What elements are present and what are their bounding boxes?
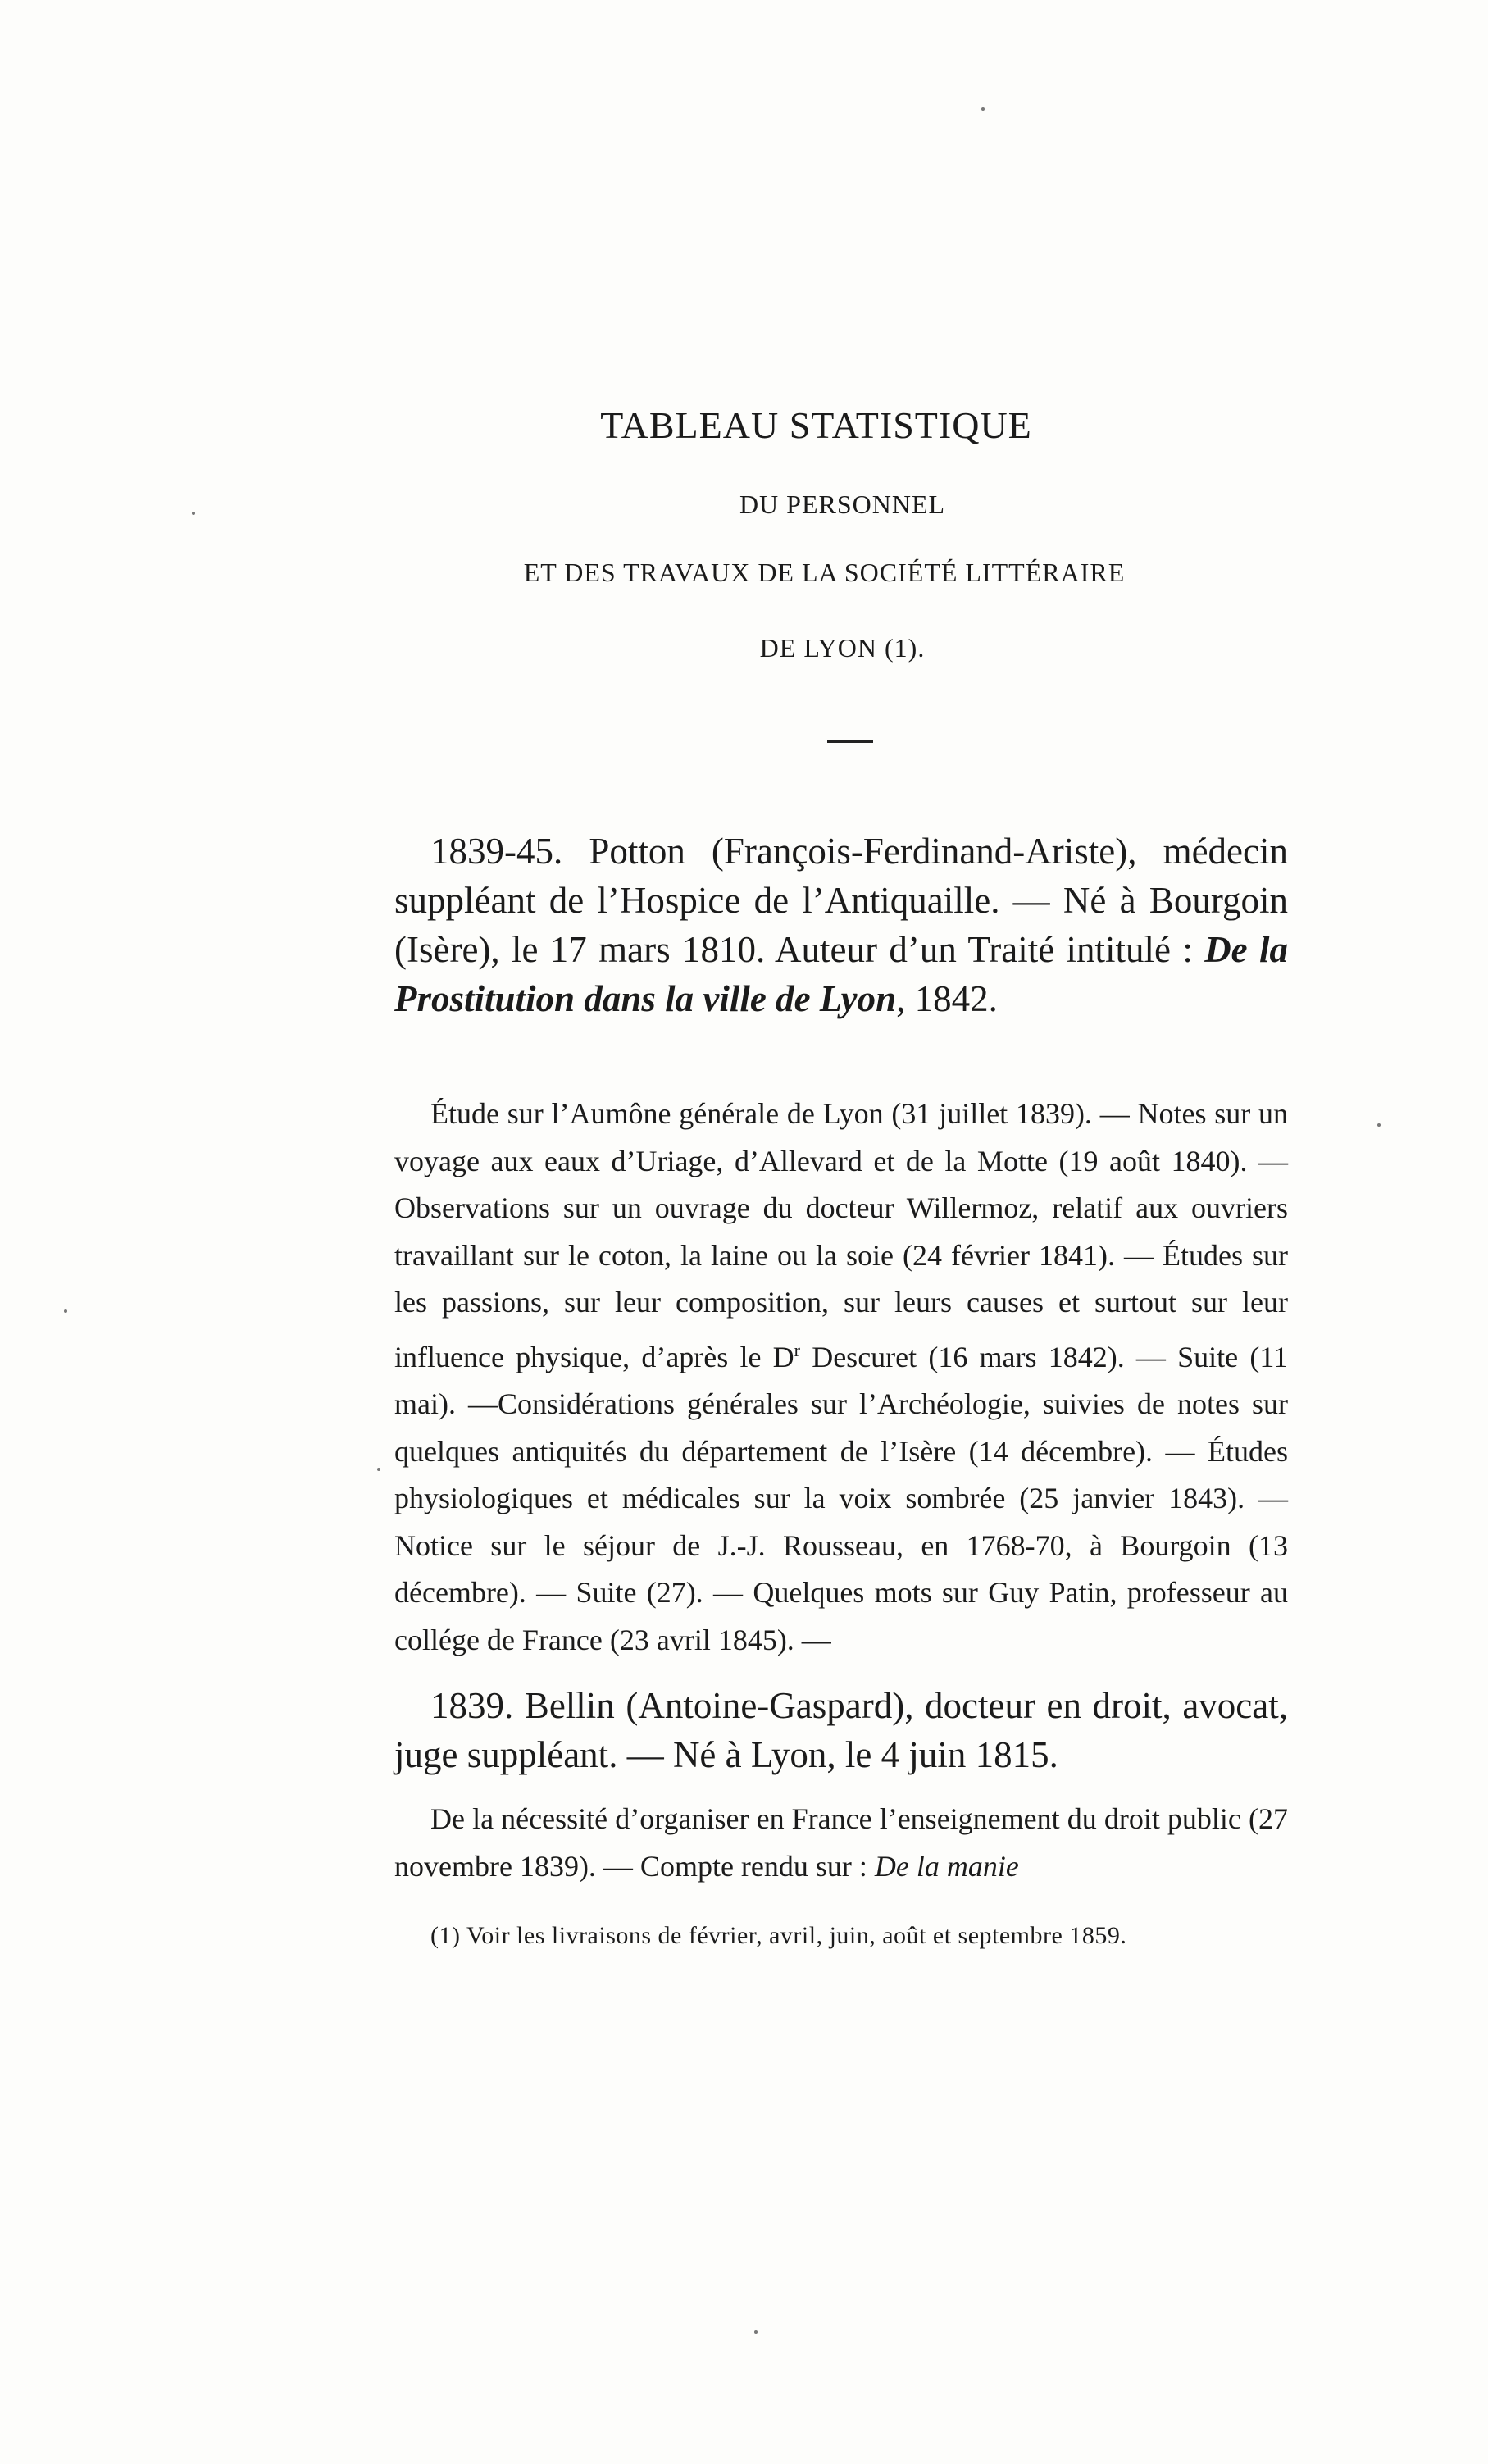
works-text-cont: Descuret (16 mars 1842). — Suite (11 mai). —Considérations générales sur l’Archéologie, suivies de notes sur quelques antiquités du département de l’Isère (14 décembre). — Études physiologiques et médicales sur la voix sombrée (25 janvier 1843). — Notice sur le séjour de J.-J. Rousseau, en 1768-70, à Bourgoin (13 décembre). — Suite (27). — Quelques mots sur Guy Patin, professeur au collége de France (23 avril 1845). — <box>394 1340 1288 1656</box>
scan-speck <box>981 107 985 111</box>
page-title: TABLEAU STATISTIQUE <box>600 404 1032 446</box>
member-works-potton <box>394 1091 1288 1664</box>
scan-speck <box>754 2330 758 2334</box>
works-superscript: r <box>794 1339 800 1360</box>
scan-speck <box>1377 1123 1381 1127</box>
entry-year: 1839-45. <box>430 831 563 872</box>
entry-year: 1839. <box>430 1685 514 1726</box>
subtitle-line-3: DE LYON (1). <box>759 633 926 663</box>
works-text: De la nécessité d’organiser en France l’enseignement du droit public (27 novembre 1839). — Compte rendu sur : <box>394 1802 1288 1883</box>
footnote: (1) Voir les livraisons de février, avril, juin, août et septembre 1859. <box>430 1922 1127 1949</box>
member-entry-bellin <box>394 1681 1288 1779</box>
section-divider <box>827 740 873 743</box>
scan-speck <box>377 1468 380 1471</box>
subtitle-line-1: DU PERSONNEL <box>739 490 946 519</box>
scan-speck <box>192 512 195 515</box>
member-entry-potton <box>394 827 1288 1023</box>
work-title: De la manie <box>874 1849 1019 1883</box>
member-works-bellin <box>394 1796 1288 1890</box>
entry-bio: Potton (François-Ferdinand-Ariste), médecin suppléant de l’Hospice de l’Antiquaille. — Né à Bourgoin (Isère), le 17 mars 1810. Auteur d’un Traité intitulé : <box>394 831 1288 970</box>
entry-bio: Bellin (Antoine-Gaspard), docteur en droit, avocat, juge suppléant. — Né à Lyon, le 4 juin 1815. <box>394 1685 1288 1775</box>
book-title: De la Prostitution dans la ville de Lyon <box>394 929 1288 1019</box>
scan-speck <box>64 1309 67 1313</box>
subtitle-line-2: ET DES TRAVAUX DE LA SOCIÉTÉ LITTÉRAIRE <box>523 558 1126 587</box>
entry-bio-end: , 1842. <box>896 978 998 1019</box>
works-text: Étude sur l’Aumône générale de Lyon (31 juillet 1839). — Notes sur un voyage aux eaux d’Uriage, d’Allevard et de la Motte (19 août 1840). — Observations sur un ouvrage du docteur Willermoz, relatif aux ouvriers travaillant sur le coton, la laine ou la soie (24 février 1841). — Études sur les passions, sur leur composition, sur leurs causes et surtout sur leur influence physique, d’après le D <box>394 1097 1288 1373</box>
